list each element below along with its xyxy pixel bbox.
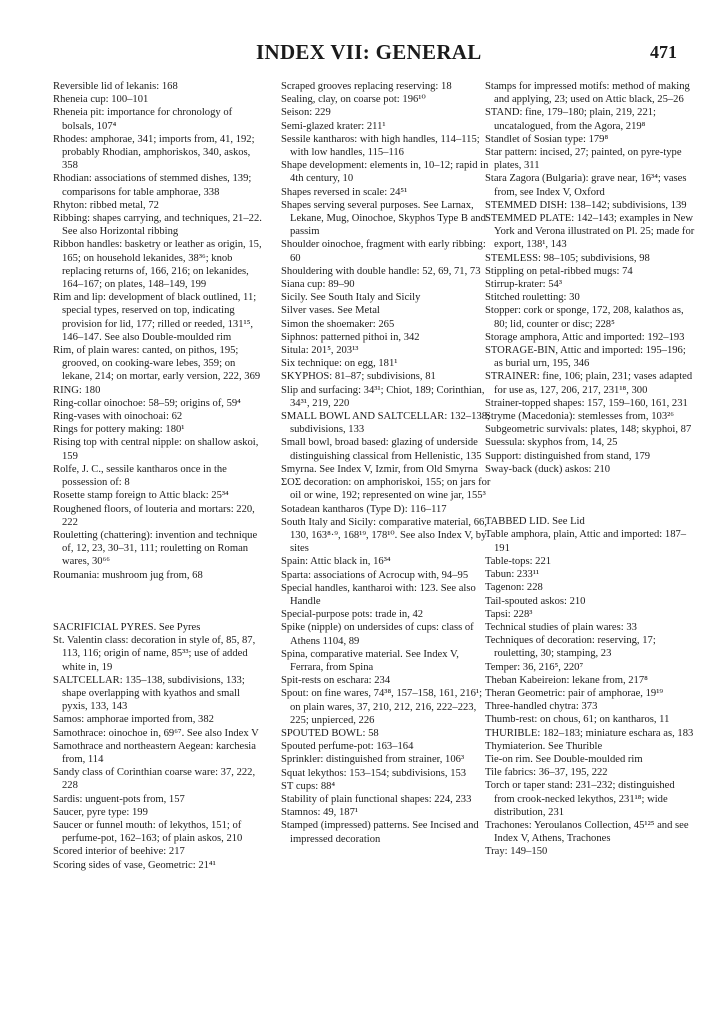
- index-entry: STEMLESS: 98–105; subdivisions, 98: [485, 252, 650, 264]
- index-entry: Saucer or funnel mouth: of lekythos, 151; of perfume-pot, 162–163; of plain askos, 210: [53, 819, 243, 845]
- index-entry: Three-handled chytra: 373: [485, 701, 598, 713]
- section-gap: [485, 487, 695, 505]
- index-entry: TABBED LID. See Lid: [485, 516, 585, 528]
- index-entry: Tie-on rim. See Double-moulded rim: [485, 753, 643, 765]
- index-entry: Squat lekythos: 153–154; subdivisions, 153: [281, 767, 467, 779]
- index-column-right: [485, 80, 695, 859]
- index-entry: Stippling on petal-ribbed mugs: 74: [485, 265, 633, 277]
- page-header: [0, 40, 725, 72]
- index-entry: Smyrna. See Index V, Izmir, from Old Smyrna: [281, 463, 478, 475]
- index-entry: Shape development: elements in, 10–12; rapid in 4th century, 10: [281, 160, 489, 185]
- section-gap: [53, 592, 263, 610]
- index-entry: Scoring sides of vase, Geometric: 21⁴¹: [53, 859, 216, 871]
- index-entry: Trachones: Yeroulanos Collection, 45¹²⁵ and see Index V, Athens, Trachones: [485, 819, 689, 845]
- index-entry: SACRIFICIAL PYRES. See Pyres: [53, 621, 201, 633]
- index-entry: Siana cup: 89–90: [281, 279, 355, 291]
- index-entry: Rheneia pit: importance for chronology of bolsals, 107⁴: [53, 107, 233, 132]
- index-entry: Stamnos: 49, 187¹: [281, 807, 359, 819]
- index-entry: Spout: on fine wares, 74³⁸, 157–158, 161, 216¹; on plain wares, 37, 210, 212, 216, 222–223, 225; unpierced, 226: [281, 688, 483, 726]
- index-entry: STRAINER: fine, 106; plain, 231; vases adapted for use as, 127, 206, 217, 231¹⁸, 300: [485, 371, 693, 396]
- index-entry: STEMMED PLATE: 142–143; examples in New York and Verona illustrated on Pl. 25; made for export, 138¹, 143: [485, 213, 695, 251]
- index-entry: Tray: 149–150: [485, 846, 548, 858]
- index-entry: Tapsi: 228³: [485, 608, 533, 620]
- index-entry: Sessile kantharos: with high handles, 114–115; with low handles, 115–116: [281, 133, 480, 159]
- index-entry: Sprinkler: distinguished from strainer, 106³: [281, 754, 465, 766]
- index-entry: Sealing, clay, on coarse pot: 196¹⁰: [281, 94, 426, 106]
- index-entry: SKYPHOS: 81–87; subdivisions, 81: [281, 371, 436, 383]
- index-entry: Semi-glazed krater: 211¹: [281, 120, 386, 132]
- index-entry: Samothrace and northeastern Aegean: karchesia from, 114: [53, 740, 256, 765]
- index-entry: Stamps for impressed motifs: method of making and applying, 23; used on Attic black, 25–26: [485, 81, 690, 106]
- index-entry: Roumania: mushroom jug from, 68: [53, 569, 203, 581]
- index-entry: Rhodian: associations of stemmed dishes, 139; comparisons for table amphorae, 338: [53, 173, 252, 198]
- index-entry: Sicily. See South Italy and Sicily: [281, 292, 421, 304]
- index-entry: Spike (nipple) on undersides of cups: class of Athens 1104, 89: [281, 622, 474, 647]
- index-entry: Shapes serving several purposes. See Larnax, Lekane, Mug, Oinochoe, Skyphos Type B and passim: [281, 199, 486, 238]
- index-entry: STEMMED DISH: 138–142; subdivisions, 139: [485, 199, 687, 211]
- index-entry: Torch or taper stand: 231–232; distinguished from crook-necked lekythos, 231¹⁸; wide distribution, 231: [485, 780, 675, 818]
- index-entry: Suessula: skyphos from, 14, 25: [485, 437, 618, 449]
- index-entry: Sotadean kantharos (Type D): 116–117: [281, 503, 447, 515]
- index-entry: Table amphora, plain, Attic and imported: 187–191: [485, 529, 687, 554]
- index-entry: Rhyton: ribbed metal, 72: [53, 199, 159, 211]
- index-entry: Sardis: unguent-pots from, 157: [53, 793, 185, 805]
- index-entry: Technical studies of plain wares: 33: [485, 621, 637, 633]
- index-entry: Spina, comparative material. See Index V, Ferrara, from Spina: [281, 648, 459, 673]
- index-entry: Stopper: cork or sponge, 172, 208, kalathos as, 80; lid, counter or disc; 228⁵: [485, 305, 684, 330]
- index-entry: Subgeometric survivals: plates, 148; skyphoi, 87: [485, 424, 692, 436]
- index-entry: Stitched rouletting: 30: [485, 292, 580, 304]
- index-entry: Shapes reversed in scale: 24⁵¹: [281, 186, 408, 198]
- index-entry: Stara Zagora (Bulgaria): grave near, 16³⁴; vases from, see Index V, Oxford: [485, 173, 687, 198]
- index-entry: STORAGE-BIN, Attic and imported: 195–196; as burial urn, 195, 346: [485, 345, 686, 370]
- index-entry: Tile fabrics: 36–37, 195, 222: [485, 767, 608, 779]
- index-entry: Spouted perfume-pot: 163–164: [281, 741, 414, 753]
- index-entry: Tabun: 233¹¹: [485, 569, 540, 581]
- index-entry: Theban Kabeireion: lekane from, 217⁸: [485, 674, 648, 686]
- index-entry: Sway-back (duck) askos: 210: [485, 463, 611, 475]
- index-entry: Six technique: on egg, 181¹: [281, 358, 398, 370]
- index-entry: THURIBLE: 182–183; miniature eschara as, 183: [485, 727, 694, 739]
- index-entry: Rheneia cup: 100–101: [53, 94, 149, 106]
- index-entry: Support: distinguished from stand, 179: [485, 450, 651, 462]
- index-entry: Theran Geometric: pair of amphorae, 19¹⁹: [485, 687, 664, 699]
- index-entry: Rosette stamp foreign to Attic black: 25³⁴: [53, 490, 229, 502]
- index-entry: Techniques of decoration: reserving, 17; rouletting, 30; stamping, 23: [485, 635, 656, 660]
- index-entry: Strainer-topped shapes: 157, 159–160, 161, 231: [485, 397, 688, 409]
- page-title: INDEX VII: GENERAL: [256, 40, 482, 64]
- index-entry: SPOUTED BOWL: 58: [281, 727, 379, 739]
- index-entry: SMALL BOWL AND SALTCELLAR: 132–138; subdivisions, 133: [281, 411, 490, 436]
- index-entry: Ribbing: shapes carrying, and techniques, 21–22. See also Horizontal ribbing: [53, 213, 262, 238]
- index-entry: Spain: Attic black in, 16³⁴: [281, 556, 391, 568]
- index-entry: Tagenon: 228: [485, 582, 543, 594]
- index-entry: Seison: 229: [281, 107, 331, 119]
- index-entry: Star pattern: incised, 27; painted, on pyre-type plates, 311: [485, 147, 682, 172]
- index-entry: Siphnos: patterned pithoi in, 342: [281, 331, 420, 343]
- index-entry: Spit-rests on eschara: 234: [281, 675, 391, 687]
- index-entry: Rings for pottery making: 180¹: [53, 424, 185, 436]
- index-entry: Stirrup-krater: 54³: [485, 279, 563, 291]
- index-entry: Scraped grooves replacing reserving: 18: [281, 81, 452, 92]
- index-entry: Saucer, pyre type: 199: [53, 806, 148, 818]
- index-entry: Ribbon handles: basketry or leather as origin, 15, 165; on household lekanides, 38³⁶; knob replacing returns of, 166, 216; on lekanides, 164–167; on plates, 148–149, 199: [53, 239, 262, 291]
- index-entry: Silver vases. See Metal: [281, 305, 380, 317]
- index-entry: Shouldering with double handle: 52, 69, 71, 73: [281, 265, 481, 277]
- index-entry: Thymiaterion. See Thurible: [485, 740, 603, 752]
- index-entry: Samothrace: oinochoe in, 69⁶⁷. See also Index V: [53, 727, 259, 739]
- index-entry: Slip and surfacing: 34³¹; Chiot, 189; Corinthian, 34³¹, 219, 220: [281, 384, 485, 409]
- index-entry: Small bowl, broad based: glazing of underside distinguishing classical from Hellenistic, 135: [281, 437, 482, 462]
- index-column-left: [53, 80, 263, 872]
- index-entry: SALTCELLAR: 135–138, subdivisions, 133; shape overlapping with kyathos and small pyxis, 133, 143: [53, 674, 245, 713]
- index-entry: Temper: 36, 216⁵, 220⁷: [485, 661, 584, 673]
- index-entry: Simon the shoemaker: 265: [281, 318, 395, 330]
- index-entry: Stryme (Macedonia): stemlesses from, 103²⁶: [485, 411, 674, 423]
- index-entry: Sparta: associations of Acrocup with, 94–95: [281, 569, 469, 581]
- index-entry: Ring-vases with oinochoai: 62: [53, 411, 183, 423]
- index-entry: Thumb-rest: on chous, 61; on kantharos, 11: [485, 714, 670, 726]
- index-entry: South Italy and Sicily: comparative material, 66, 130, 163⁸·⁹, 168¹⁹, 178¹⁰. See also Index V, by sites: [281, 516, 487, 555]
- index-entry: Scored interior of beehive: 217: [53, 846, 185, 858]
- index-entry: Stability of plain functional shapes: 224, 233: [281, 793, 472, 805]
- index-entry: Rim and lip: development of black outlined, 11; special types, reserved on top, indicating provision for lid, 177; rilled or reeded, 131¹⁵, 146–147. See also Double-moulded rim: [53, 292, 257, 343]
- index-entry: Storage amphora, Attic and imported: 192–193: [485, 331, 685, 343]
- index-entry: Rhodes: amphorae, 341; imports from, 41, 192; probably Rhodian, amphoriskos, 340, askos, 358: [53, 133, 255, 172]
- index-entry: St. Valentin class: decoration in style of, 85, 87, 113, 116; origin of name, 85³³; use of added white in, 19: [53, 635, 256, 673]
- index-entry: RING: 180: [53, 384, 101, 396]
- index-entry: Special-purpose pots: trade in, 42: [281, 609, 424, 621]
- index-entry: Special handles, kantharoi with: 123. See also Handle: [281, 582, 476, 607]
- index-entry: Table-tops: 221: [485, 555, 552, 567]
- index-entry: ΣΟΣ decoration: on amphoriskoi, 155; on jars for oil or wine, 192; represented on wine jar, 155³: [281, 477, 491, 502]
- index-entry: Reversible lid of lekanis: 168: [53, 81, 178, 92]
- index-entry: Rouletting (chattering): invention and technique of, 12, 23, 30–31, 111; rouletting on Roman wares, 30⁶⁶: [53, 529, 258, 568]
- index-entry: Tail-spouted askos: 210: [485, 595, 586, 607]
- page-number: 471: [650, 42, 677, 62]
- index-entry: Standlet of Sosian type: 179⁸: [485, 133, 609, 145]
- index-entry: Situla: 201⁵, 203¹³: [281, 345, 359, 357]
- index-entry: Stamped (impressed) patterns. See Incised and impressed decoration: [281, 820, 479, 845]
- index-entry: STAND: fine, 179–180; plain, 219, 221; uncatalogued, from the Agora, 219⁸: [485, 107, 656, 132]
- index-entry: Rolfe, J. C., sessile kantharos once in the possession of: 8: [53, 463, 227, 489]
- index-entry: ST cups: 88⁴: [281, 780, 336, 792]
- index-column-middle: [281, 80, 491, 846]
- index-entry: Rim, of plain wares: canted, on pithos, 195; grooved, on cooking-ware lebes, 359; on lekane, 214; on mortar, early version, 222, 369: [53, 345, 261, 383]
- index-entry: Sandy class of Corinthian coarse ware: 37, 222, 228: [53, 767, 256, 792]
- index-entry: Ring-collar oinochoe: 58–59; origins of, 59⁴: [53, 397, 241, 409]
- index-entry: Samos: amphorae imported from, 382: [53, 714, 214, 726]
- index-entry: Roughened floors, of louteria and mortars: 220, 222: [53, 503, 255, 528]
- index-entry: Rising top with central nipple: on shallow askoi, 159: [53, 437, 259, 462]
- index-entry: Shoulder oinochoe, fragment with early ribbing: 60: [281, 239, 486, 264]
